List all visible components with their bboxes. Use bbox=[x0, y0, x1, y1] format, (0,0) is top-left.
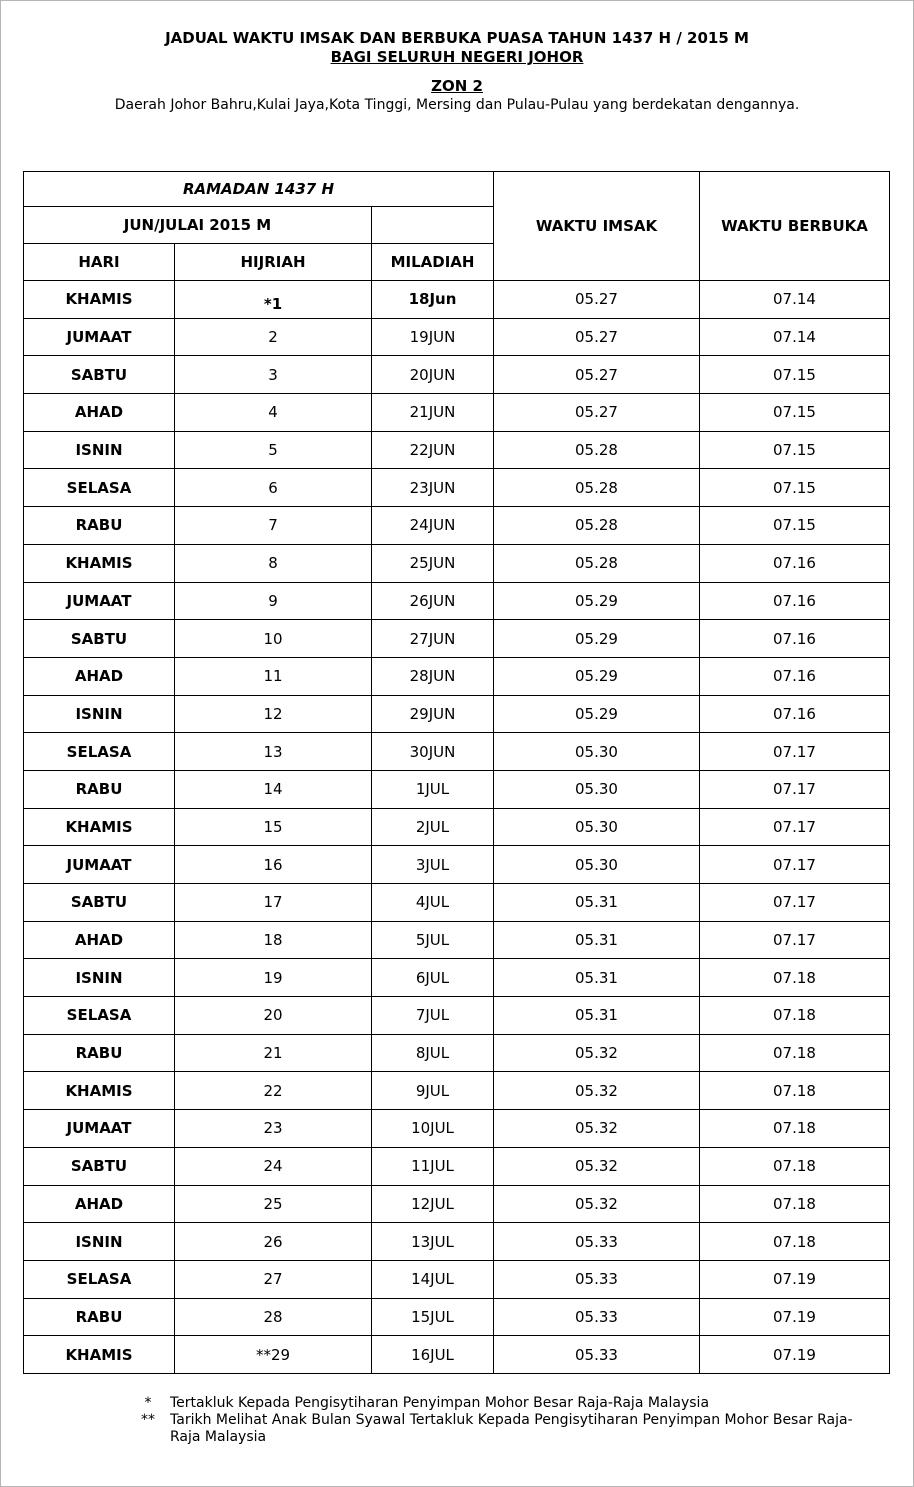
miladiah-cell: 26JUN bbox=[372, 582, 494, 620]
hijriah-cell: 3 bbox=[175, 356, 372, 394]
miladiah-cell: 29JUN bbox=[372, 695, 494, 733]
day-cell: SABTU bbox=[24, 620, 175, 658]
miladiah-cell: 28JUN bbox=[372, 657, 494, 695]
imsak-cell: 05.31 bbox=[494, 997, 700, 1035]
imsak-cell: 05.27 bbox=[494, 356, 700, 394]
hijriah-cell: 28 bbox=[175, 1298, 372, 1336]
hijriah-cell: 22 bbox=[175, 1072, 372, 1110]
miladiah-cell: 21JUN bbox=[372, 394, 494, 432]
table-row bbox=[24, 921, 890, 959]
table-row bbox=[24, 808, 890, 846]
berbuka-cell: 07.15 bbox=[700, 394, 890, 432]
table-row bbox=[24, 997, 890, 1035]
table-row bbox=[24, 394, 890, 432]
miladiah-cell: 24JUN bbox=[372, 507, 494, 545]
table-row bbox=[24, 1260, 890, 1298]
day-cell: AHAD bbox=[24, 657, 175, 695]
footnote-text: Tarikh Melihat Anak Bulan Syawal Tertakluk Kepada Pengisytiharan Penyimpan Mohor Besar Raja-Raja Malaysia bbox=[170, 1412, 853, 1445]
day-cell: SELASA bbox=[24, 1260, 175, 1298]
miladiah-cell: 5JUL bbox=[372, 921, 494, 959]
table-row bbox=[24, 884, 890, 922]
hijriah-cell: 2 bbox=[175, 318, 372, 356]
document-subtitle: BAGI SELURUH NEGERI JOHOR bbox=[330, 48, 584, 66]
berbuka-cell: 07.16 bbox=[700, 695, 890, 733]
hijriah-cell: 7 bbox=[175, 507, 372, 545]
table-row bbox=[24, 620, 890, 658]
berbuka-cell: 07.14 bbox=[700, 318, 890, 356]
hijriah-cell: 17 bbox=[175, 884, 372, 922]
berbuka-cell: 07.15 bbox=[700, 356, 890, 394]
miladiah-cell: 23JUN bbox=[372, 469, 494, 507]
hijriah-cell: 11 bbox=[175, 657, 372, 695]
footnote-mark: ** bbox=[141, 1412, 155, 1428]
month-header: JUN/JULAI 2015 M bbox=[24, 207, 372, 244]
table-row bbox=[24, 1147, 890, 1185]
table-row bbox=[24, 657, 890, 695]
miladiah-header: MILADIAH bbox=[372, 244, 494, 281]
document-header bbox=[1, 29, 913, 114]
hijriah-cell: 21 bbox=[175, 1034, 372, 1072]
table-row bbox=[24, 1110, 890, 1148]
table-row bbox=[24, 770, 890, 808]
table-row bbox=[24, 1034, 890, 1072]
ramadan-header: RAMADAN 1437 H bbox=[24, 172, 494, 207]
miladiah-cell: 3JUL bbox=[372, 846, 494, 884]
day-cell: JUMAAT bbox=[24, 1110, 175, 1148]
berbuka-cell: 07.16 bbox=[700, 544, 890, 582]
imsak-cell: 05.29 bbox=[494, 695, 700, 733]
berbuka-cell: 07.19 bbox=[700, 1260, 890, 1298]
table-row bbox=[24, 281, 890, 319]
imsak-cell: 05.30 bbox=[494, 808, 700, 846]
imsak-cell: 05.33 bbox=[494, 1223, 700, 1261]
berbuka-cell: 07.14 bbox=[700, 281, 890, 319]
berbuka-cell: 07.17 bbox=[700, 884, 890, 922]
miladiah-cell: 15JUL bbox=[372, 1298, 494, 1336]
miladiah-cell: 11JUL bbox=[372, 1147, 494, 1185]
table-row bbox=[24, 1298, 890, 1336]
day-cell: KHAMIS bbox=[24, 808, 175, 846]
day-cell: SELASA bbox=[24, 997, 175, 1035]
berbuka-cell: 07.18 bbox=[700, 1034, 890, 1072]
table-row bbox=[24, 1072, 890, 1110]
hijriah-cell: 15 bbox=[175, 808, 372, 846]
miladiah-cell: 10JUL bbox=[372, 1110, 494, 1148]
day-cell: ISNIN bbox=[24, 959, 175, 997]
day-cell: KHAMIS bbox=[24, 1336, 175, 1374]
miladiah-cell: 22JUN bbox=[372, 431, 494, 469]
hijriah-cell: 23 bbox=[175, 1110, 372, 1148]
imsak-cell: 05.30 bbox=[494, 770, 700, 808]
imsak-cell: 05.32 bbox=[494, 1110, 700, 1148]
day-cell: KHAMIS bbox=[24, 544, 175, 582]
day-cell: KHAMIS bbox=[24, 281, 175, 319]
berbuka-cell: 07.16 bbox=[700, 582, 890, 620]
table-row bbox=[24, 469, 890, 507]
miladiah-cell: 18Jun bbox=[372, 281, 494, 319]
hijriah-cell: 14 bbox=[175, 770, 372, 808]
hijriah-cell: 4 bbox=[175, 394, 372, 432]
berbuka-cell: 07.15 bbox=[700, 507, 890, 545]
hijriah-cell: 5 bbox=[175, 431, 372, 469]
table-row bbox=[24, 544, 890, 582]
day-cell: AHAD bbox=[24, 921, 175, 959]
day-cell: SELASA bbox=[24, 469, 175, 507]
footnote-text: Tertakluk Kepada Pengisytiharan Penyimpan Mohor Besar Raja-Raja Malaysia bbox=[170, 1395, 710, 1411]
berbuka-cell: 07.18 bbox=[700, 1110, 890, 1148]
miladiah-cell: 20JUN bbox=[372, 356, 494, 394]
hijriah-cell: 12 bbox=[175, 695, 372, 733]
miladiah-cell: 19JUN bbox=[372, 318, 494, 356]
imsak-cell: 05.30 bbox=[494, 846, 700, 884]
day-cell: RABU bbox=[24, 507, 175, 545]
berbuka-cell: 07.18 bbox=[700, 1072, 890, 1110]
hijriah-cell: 6 bbox=[175, 469, 372, 507]
hijriah-cell: 8 bbox=[175, 544, 372, 582]
table-row bbox=[24, 959, 890, 997]
imsak-cell: 05.28 bbox=[494, 469, 700, 507]
timetable bbox=[23, 171, 890, 1374]
imsak-cell: 05.28 bbox=[494, 431, 700, 469]
berbuka-cell: 07.17 bbox=[700, 846, 890, 884]
miladiah-cell: 13JUL bbox=[372, 1223, 494, 1261]
day-cell: SABTU bbox=[24, 1147, 175, 1185]
day-cell: RABU bbox=[24, 770, 175, 808]
footnote-mark: * bbox=[144, 1395, 152, 1411]
table-row bbox=[24, 1223, 890, 1261]
imsak-cell: 05.32 bbox=[494, 1072, 700, 1110]
hijriah-cell: 26 bbox=[175, 1223, 372, 1261]
hijriah-cell: *1 bbox=[175, 281, 372, 319]
day-cell: JUMAAT bbox=[24, 846, 175, 884]
table-row bbox=[24, 695, 890, 733]
miladiah-cell: 14JUL bbox=[372, 1260, 494, 1298]
day-cell: KHAMIS bbox=[24, 1072, 175, 1110]
miladiah-cell: 30JUN bbox=[372, 733, 494, 771]
month-header-spacer bbox=[372, 207, 494, 244]
miladiah-cell: 16JUL bbox=[372, 1336, 494, 1374]
table-row bbox=[24, 431, 890, 469]
imsak-cell: 05.27 bbox=[494, 318, 700, 356]
miladiah-cell: 12JUL bbox=[372, 1185, 494, 1223]
hari-header: HARI bbox=[24, 244, 175, 281]
hijriah-cell: 13 bbox=[175, 733, 372, 771]
imsak-cell: 05.33 bbox=[494, 1260, 700, 1298]
imsak-cell: 05.32 bbox=[494, 1034, 700, 1072]
district-description: Daerah Johor Bahru,Kulai Jaya,Kota Tinggi, Mersing dan Pulau-Pulau yang berdekatan dengannya. bbox=[114, 97, 800, 113]
hijriah-cell: 10 bbox=[175, 620, 372, 658]
hijriah-cell: **29 bbox=[175, 1336, 372, 1374]
berbuka-cell: 07.19 bbox=[700, 1336, 890, 1374]
footnote-1 bbox=[126, 1395, 860, 1412]
hijriah-cell: 25 bbox=[175, 1185, 372, 1223]
berbuka-cell: 07.18 bbox=[700, 1185, 890, 1223]
berbuka-cell: 07.16 bbox=[700, 620, 890, 658]
table-row bbox=[24, 318, 890, 356]
hijriah-cell: 9 bbox=[175, 582, 372, 620]
berbuka-cell: 07.16 bbox=[700, 657, 890, 695]
imsak-cell: 05.27 bbox=[494, 281, 700, 319]
berbuka-cell: 07.19 bbox=[700, 1298, 890, 1336]
imsak-cell: 05.32 bbox=[494, 1147, 700, 1185]
berbuka-header: WAKTU BERBUKA bbox=[700, 172, 890, 281]
day-cell: SABTU bbox=[24, 356, 175, 394]
day-cell: JUMAAT bbox=[24, 582, 175, 620]
miladiah-cell: 4JUL bbox=[372, 884, 494, 922]
day-cell: SABTU bbox=[24, 884, 175, 922]
day-cell: AHAD bbox=[24, 1185, 175, 1223]
miladiah-cell: 8JUL bbox=[372, 1034, 494, 1072]
berbuka-cell: 07.18 bbox=[700, 997, 890, 1035]
berbuka-cell: 07.17 bbox=[700, 733, 890, 771]
imsak-cell: 05.33 bbox=[494, 1298, 700, 1336]
imsak-cell: 05.31 bbox=[494, 921, 700, 959]
imsak-cell: 05.29 bbox=[494, 657, 700, 695]
imsak-cell: 05.28 bbox=[494, 507, 700, 545]
berbuka-cell: 07.18 bbox=[700, 1147, 890, 1185]
hijriah-header: HIJRIAH bbox=[175, 244, 372, 281]
zone-label: ZON 2 bbox=[431, 77, 483, 95]
day-cell: ISNIN bbox=[24, 1223, 175, 1261]
day-cell: AHAD bbox=[24, 394, 175, 432]
table-row bbox=[24, 582, 890, 620]
berbuka-cell: 07.17 bbox=[700, 770, 890, 808]
table-row bbox=[24, 507, 890, 545]
hijriah-cell: 18 bbox=[175, 921, 372, 959]
miladiah-cell: 2JUL bbox=[372, 808, 494, 846]
imsak-cell: 05.28 bbox=[494, 544, 700, 582]
imsak-cell: 05.29 bbox=[494, 620, 700, 658]
berbuka-cell: 07.18 bbox=[700, 959, 890, 997]
berbuka-cell: 07.18 bbox=[700, 1223, 890, 1261]
miladiah-cell: 27JUN bbox=[372, 620, 494, 658]
berbuka-cell: 07.17 bbox=[700, 921, 890, 959]
imsak-cell: 05.33 bbox=[494, 1336, 700, 1374]
imsak-cell: 05.29 bbox=[494, 582, 700, 620]
imsak-header: WAKTU IMSAK bbox=[494, 172, 700, 281]
miladiah-cell: 1JUL bbox=[372, 770, 494, 808]
hijriah-cell: 16 bbox=[175, 846, 372, 884]
day-cell: JUMAAT bbox=[24, 318, 175, 356]
footnote-2 bbox=[126, 1412, 860, 1446]
imsak-cell: 05.30 bbox=[494, 733, 700, 771]
hijriah-cell: 24 bbox=[175, 1147, 372, 1185]
berbuka-cell: 07.15 bbox=[700, 431, 890, 469]
miladiah-cell: 9JUL bbox=[372, 1072, 494, 1110]
imsak-cell: 05.27 bbox=[494, 394, 700, 432]
day-cell: RABU bbox=[24, 1034, 175, 1072]
berbuka-cell: 07.15 bbox=[700, 469, 890, 507]
day-cell: SELASA bbox=[24, 733, 175, 771]
table-row bbox=[24, 1336, 890, 1374]
table-row bbox=[24, 846, 890, 884]
day-cell: ISNIN bbox=[24, 431, 175, 469]
imsak-cell: 05.32 bbox=[494, 1185, 700, 1223]
day-cell: ISNIN bbox=[24, 695, 175, 733]
table-row bbox=[24, 733, 890, 771]
table-row bbox=[24, 1185, 890, 1223]
day-cell: RABU bbox=[24, 1298, 175, 1336]
miladiah-cell: 25JUN bbox=[372, 544, 494, 582]
hijriah-cell: 27 bbox=[175, 1260, 372, 1298]
timetable-body bbox=[24, 281, 890, 1374]
table-row bbox=[24, 356, 890, 394]
hijriah-cell: 20 bbox=[175, 997, 372, 1035]
berbuka-cell: 07.17 bbox=[700, 808, 890, 846]
footnotes bbox=[126, 1395, 860, 1446]
hijriah-cell: 19 bbox=[175, 959, 372, 997]
miladiah-cell: 6JUL bbox=[372, 959, 494, 997]
miladiah-cell: 7JUL bbox=[372, 997, 494, 1035]
imsak-cell: 05.31 bbox=[494, 884, 700, 922]
imsak-cell: 05.31 bbox=[494, 959, 700, 997]
document-title: JADUAL WAKTU IMSAK DAN BERBUKA PUASA TAHUN 1437 H / 2015 M bbox=[165, 29, 749, 47]
